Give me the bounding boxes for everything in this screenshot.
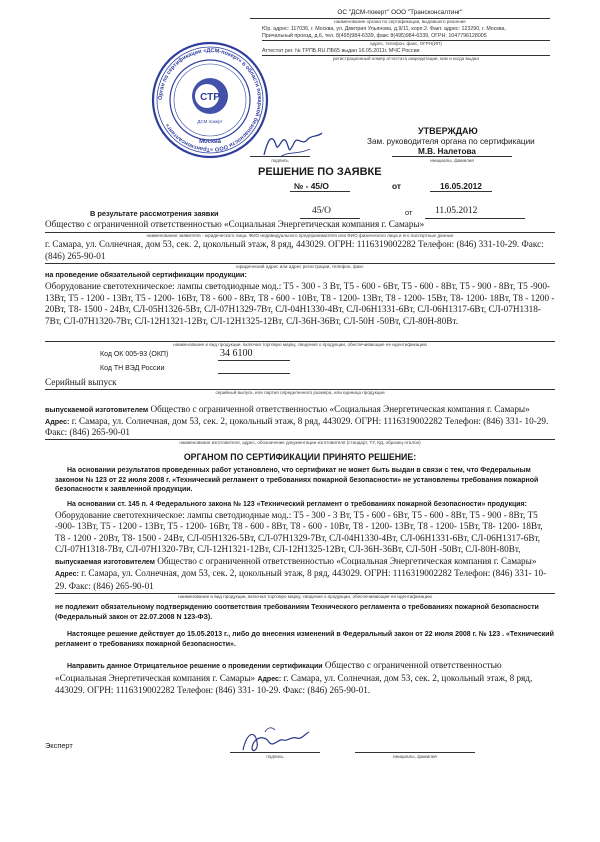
expert-signature-line <box>230 752 320 753</box>
request-label: В результате рассмотрения заявки <box>90 209 219 218</box>
stamp-city: Москва <box>199 139 221 145</box>
sign-caption: подпись <box>271 158 289 163</box>
divider <box>430 191 492 192</box>
expert-name-line <box>355 752 475 753</box>
tnved-label: Код ТН ВЭД России <box>100 365 165 372</box>
divider <box>290 191 350 192</box>
manufacturer-label: выпускаемой изготовителем <box>45 405 149 414</box>
stamp-center-text: ДСМ покерт <box>197 119 223 124</box>
seal-stamp <box>150 40 270 160</box>
expert-sign-caption: подпись <box>266 754 284 759</box>
paragraph-5-address: г. Самара, ул. Солнечная, дом 53, сек. 2, цокольный этаж, 8 ряд, 443029. ОГРН: 1116319002282 Телефон: (846) 331- 10-29. Факс: (846) 265-90-01. <box>55 672 533 696</box>
expert-name-caption: инициалы, фамилия <box>393 754 437 759</box>
paragraph-2-lead: На основании ст. 145 п. 4 Федерального закона № 123 «Технический регламент о требованиях пожарной безопасности» продукция: <box>67 501 527 508</box>
approve-name: М.В. Налетова <box>418 147 476 156</box>
paragraph-5-lead: Направить данное Отрицательное решение о проведении сертификации <box>67 663 323 670</box>
decision-title: РЕШЕНИЕ ПО ЗАЯВКЕ <box>258 166 382 178</box>
paragraph-5-recipient: Общество с ограниченной ответственностью «Социальная Энергетическая компания г. Самары» <box>55 660 502 683</box>
expert-label: Эксперт <box>45 741 73 750</box>
address-caption: адрес, телефон, факс, ОГРН(ИП) <box>370 41 442 46</box>
paragraph-2-manufacturer: Общество с ограниченной ответственностью «Социальная Энергетическая компания г. Самары» <box>157 555 537 566</box>
approve-position: Зам. руководителя органа по сертификации <box>367 137 535 146</box>
org-name: ОС "ДСМ-покерт" ООО "Трансконсалтинг" <box>337 9 463 16</box>
paragraph-2-address-label: Адрес: <box>55 571 79 579</box>
paragraph-5 <box>55 660 555 697</box>
product-caption: наименование и вид продукции, включая торговую марку, сведения о продукции, обеспечивающие ее идентификацию <box>173 342 427 347</box>
manufacturer-name: Общество с ограниченной ответственностью «Социальная Энергетическая компания г. Самары» <box>150 404 530 414</box>
paragraph-4: Настоящее решение действует до 15.05.2013 г., либо до внесения изменений в Федеральный закон от 22 июля 2008 г. № 123 . «Технический регламент о требованиях пожарной безопасности». <box>55 631 554 648</box>
paragraph-3: не подлежит обязательному подтверждению соответствия требованиям Технического регламента о требованиях пожарной безопасности (Федеральный закон от 22.07.2008 N 123-ФЗ). <box>55 604 539 621</box>
attestat-caption: регистрационный номер аттестата аккредитации, кем и когда выдан <box>332 56 480 61</box>
org-address-line2: Причальный проезд, д.6, тел. 8(495)984-6339, факс 8(495)984-6339, ОГРН: 1047796128005 <box>262 33 487 39</box>
name-caption: инициалы, фамилия <box>430 158 474 163</box>
name-line <box>392 156 512 157</box>
paragraph-2-address: г. Самара, ул. Солнечная, дом 53, сек. 2, цокольный этаж, 8 ряд, 443029. ОГРН: 1116319002282 Телефон: (846) 331- 10-29. Факс: (846) 265-90-01 <box>55 568 547 592</box>
applicant-address-caption: юридический адрес или адрес регистрации, телефон, факс <box>236 264 364 269</box>
product-text: Оборудование светотехническое: лампы светодиодные мод.: Т5 - 300 - 3 Вт, Т5 - 600 - 6Вт, Т5 - 600 - 8Вт, Т5 - 900 - 8Вт, Т5 -900- 13Вт, Т5 - 1200 - 13Вт, Т5 - 1200- 16Вт, Т8 - 600 - 8Вт, Т8 - 600 - 10Вт, Т8 - 1200- 13Вт, Т8 - 1200- 15Вт, Т8- 1200- 18Вт, Т8 - 1200 - 20Вт, Т8- 1500 - 24Вт, СЛ-05Н1326-5Вт, СЛ-07Н1329-7Вт, СЛ-04Н1330-4Вт, СЛ-06Н1331-6Вт, СЛ-06Н1317-6Вт, СЛ-07Н1318-7Вт, СЛ-07Н1320-7Вт, СЛ-12Н1321-12Вт, СЛ-12Н1325-12Вт, СЛ-36Н-36Вт, СЛ-50Н -50Вт, СЛ-80Н-80Вт. <box>45 281 555 326</box>
request-from-label: от <box>405 208 413 217</box>
applicant-name: Общество с ограниченной ответственностью «Социальная Энергетическая компания г. Самары» <box>45 219 425 229</box>
paragraph-2-manufacturer-label: выпускаемая изготовителем <box>55 558 155 566</box>
applicant-address: г. Самара, ул. Солнечная, дом 53, сек. 2, цокольный этаж, 8 ряд, 443029. ОГРН: 1116319002282 Телефон: (846) 331-10-29. Факс: (846) 265-90-01 <box>45 239 544 261</box>
body-heading: ОРГАНОМ ПО СЕРТИФИКАЦИИ ПРИНЯТО РЕШЕНИЕ: <box>183 452 417 462</box>
request-date: 11.05.2012 <box>435 206 478 216</box>
paragraph-2-product: Оборудование светотехническое: лампы светодиодные мод.: Т5 - 300 - 3 Вт, Т5 - 600 - 6Вт, Т5 - 600 - 8Вт, Т5 - 900 - 8Вт, Т5 -900- 13Вт, Т5 - 1200 - 13Вт, Т5 - 1200- 16Вт, Т8 - 600 - 8Вт, Т8 - 600 - 10Вт, Т8 - 1200- 13Вт, Т8 - 1200- 15Вт, Т8- 1200- 18Вт, Т8 - 1200 - 20Вт, Т8- 1500 - 24Вт, СЛ-05Н1326-5Вт, СЛ-07Н1329-7Вт, СЛ-04Н1330-4Вт, СЛ-06Н1331-6Вт, СЛ-06Н1317-6Вт, СЛ-07Н1318-7Вт, СЛ-07Н1320-7Вт, СЛ-12Н1321-12Вт, СЛ-12Н1325-12Вт, СЛ-36Н-36Вт, СЛ-50Н -50Вт, СЛ-80Н-80Вт, <box>55 509 543 555</box>
svg-text:СТР: СТР <box>200 92 220 103</box>
okp-value: 34 6100 <box>220 348 253 359</box>
okp-label: Код ОК 005-93 (ОКП) <box>100 351 169 358</box>
paragraph-2-caption: наименование и вид продукции, включая торговую марку, сведения о продукции, обеспечивающие ее идентификацию <box>178 594 432 599</box>
divider <box>218 360 290 361</box>
attestat: Аттестат рег. № ТРПБ.RU.ПБ65 выдан 16.05.2011г. МЧС России <box>262 48 420 54</box>
decision-number: № - 45/О <box>294 181 329 191</box>
paragraph-2 <box>55 500 555 593</box>
org-caption: наименование органа по сертификации, выдавшего решение <box>334 19 466 24</box>
applicant-caption: наименование заявителя - юридического лица, ФИО индивидуального предпринимателя или ФИО физического лица и его паспортные данные <box>146 233 454 238</box>
divider <box>218 373 290 374</box>
decision-from-label: от <box>392 181 402 191</box>
request-number: 45/О <box>312 206 331 216</box>
manufacturer-address: г. Самара, ул. Солнечная, дом 53, сек. 2, цокольный этаж, 8 ряд, 443029. ОГРН: 1116319002282 Телефон: (846) 331- 10-29. Факс: (846) 265-90-01 <box>45 415 549 438</box>
serial-caption: серийный выпуск, или партия определенного размера, или единица продукции <box>215 390 385 395</box>
paragraph-1: На основании результатов проведенных работ установлено, что сертификат не может быть выдан в связи с тем, что Федеральным законом № 123 от 22 июля 2008 г. «Технический регламент о требованиях пожарной безопасности» не установлены требования пожарной безопасности к заявленной продукции. <box>55 467 539 493</box>
org-address-line1: Юр. адрес: 117036, г. Москва, ул. Дмитрия Ульянова, д.9/11, корп.2. Факт. адрес: 123290, г. Москва, <box>262 26 506 32</box>
approver-signature <box>258 125 328 165</box>
stamp-ring-text: Орган по сертификации «ДСМ-покерт» в области пожарной безопасности ООО «Трансконсалтинг» <box>157 47 263 153</box>
serial-release: Серийный выпуск <box>45 377 117 387</box>
decision-date: 16.05.2012 <box>440 181 482 191</box>
manufacturer-address-label: Адрес: <box>45 416 70 426</box>
manufacturer-block <box>45 404 555 439</box>
approve-title: УТВЕРЖДАЮ <box>418 126 478 136</box>
product-heading: на проведение обязательной сертификации продукции: <box>45 270 247 279</box>
paragraph-5-address-label: Адрес: <box>257 675 282 683</box>
manufacturer-caption: наименование изготовителя, адрес, обозначение документации изготовителя (стандарт, ТУ, КД, образец-эталон) <box>179 440 421 445</box>
